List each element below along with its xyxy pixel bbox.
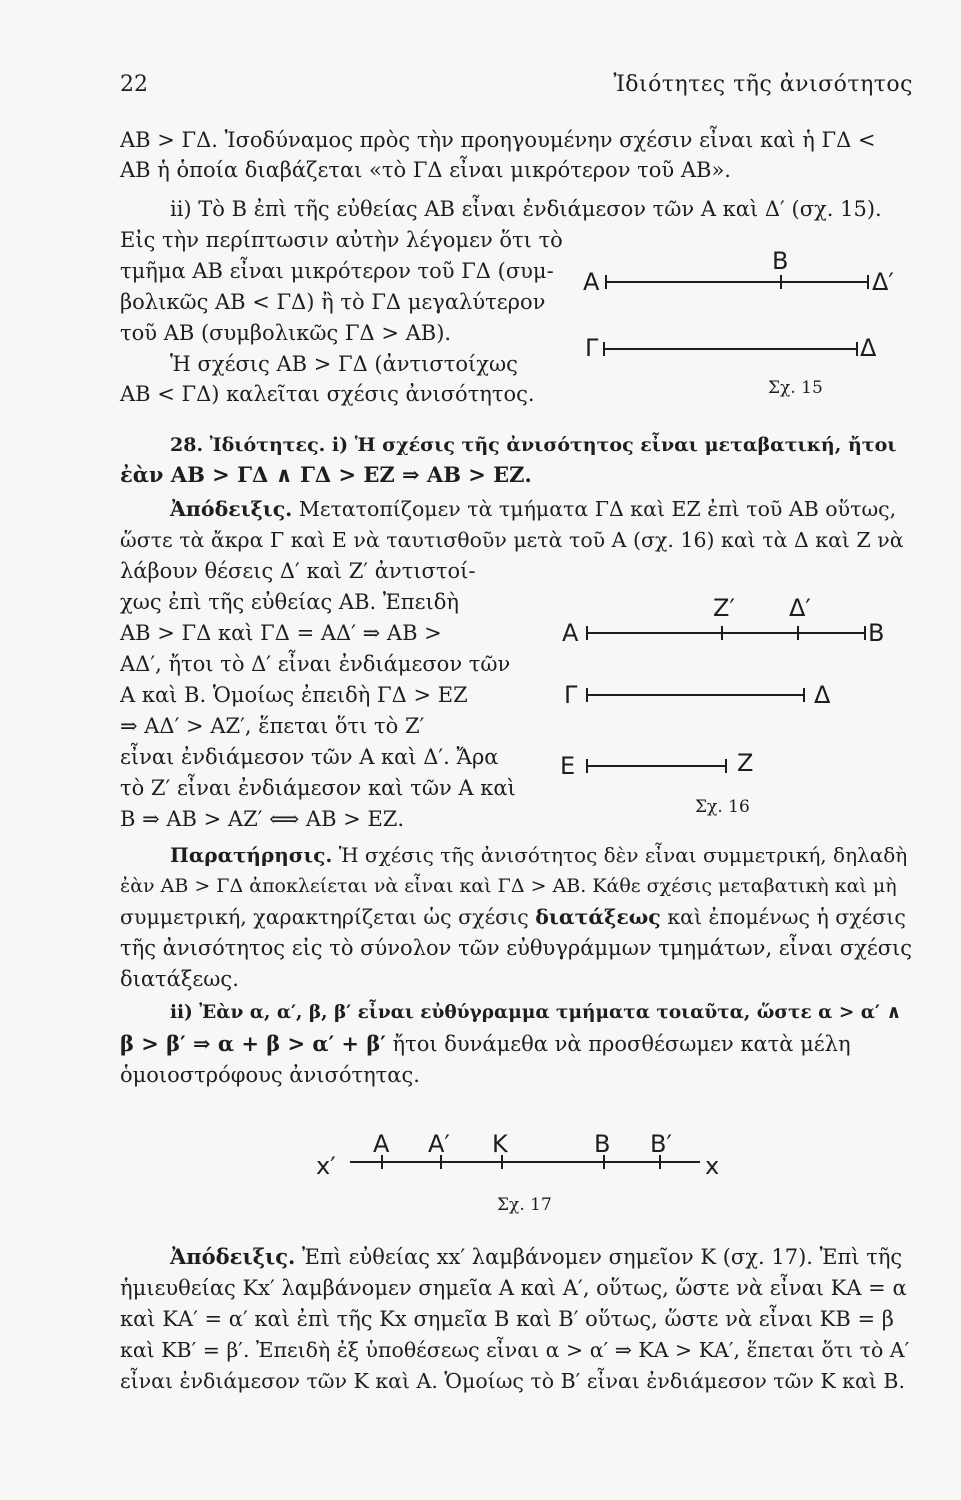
text-line: διατάξεως. <box>120 967 239 991</box>
proof-label: Ἀπόδειξις. <box>170 497 293 521</box>
label-b-prime: Β′ <box>650 1130 672 1158</box>
text-line: ὁμοιοστρόφους ἀνισότητας. <box>120 1063 420 1087</box>
page-number: 22 <box>120 72 148 97</box>
text-line: καὶ ΚΒ′ = β′. Ἐπειδὴ ἐξ ὑποθέσεως εἶναι α > α′ ⇒ ΚΑ > ΚΑ′, ἕπεται ὅτι τὸ Α′ <box>120 1338 910 1362</box>
text-line: εἶναι ἐνδιάμεσον τῶν Κ καὶ Α. Ὁμοίως τὸ Β′ εἶναι ἐνδιάμεσον τῶν Κ καὶ Β. <box>120 1369 905 1393</box>
text-line: χως ἐπὶ τῆς εὐθείας ΑΒ. Ἐπειδὴ <box>120 590 459 614</box>
label-g: Γ <box>585 334 599 362</box>
label-d-prime: Δ′ <box>789 594 811 622</box>
term-bold: διατάξεως <box>535 905 661 929</box>
text-line: τοῦ ΑΒ (συμβολικῶς ΓΔ > ΑΒ). <box>120 321 452 345</box>
label-a: Α <box>583 268 600 296</box>
text-line: ὥστε τὰ ἄκρα Γ καὶ Ε νὰ ταυτισθοῦν μετὰ τοῦ Α (σχ. 16) καὶ τὰ Δ καὶ Ζ νὰ <box>120 528 904 552</box>
text-line: ΑΒ < ΓΔ) καλεῖται σχέσις ἀνισότητος. <box>120 382 535 406</box>
label-g: Γ <box>564 681 578 709</box>
text-line: ἐὰν ΑΒ > ΓΔ ἀποκλείεται νὰ εἶναι καὶ ΓΔ > ΑΒ. Κάθε σχέσις μεταβατικὴ καὶ μὴ <box>120 875 897 897</box>
text-line: ii) Τὸ Β ἐπὶ τῆς εὐθείας ΑΒ εἶναι ἐνδιάμεσον τῶν Α καὶ Δ′ (σχ. 15). <box>170 197 882 221</box>
label-x: x <box>705 1152 720 1180</box>
label-z-prime: Ζ′ <box>713 594 735 622</box>
proof-label: Ἀπόδειξις. <box>170 1244 296 1269</box>
text-line: λάβουν θέσεις Δ′ καὶ Ζ′ ἀντιστοί- <box>120 559 476 583</box>
label-d-prime: Δ′ <box>872 268 894 296</box>
text-span: ἤτοι δυνάμεθα νὰ προσθέσωμεν κατὰ μέλη <box>392 1032 851 1056</box>
remark-label: Παρατήρησις. <box>170 843 333 867</box>
text-line: βολικῶς ΑΒ < ΓΔ) ἢ τὸ ΓΔ μεγαλύτερον <box>120 290 546 314</box>
text-line: τῆς ἀνισότητος εἰς τὸ σύνολον τῶν εὐθυγράμμων τμημάτων, εἶναι σχέσις <box>120 936 913 960</box>
label-b: Β <box>772 247 789 275</box>
text-line: ἐὰν ΑΒ > ΓΔ ∧ ΓΔ > ΕΖ ⇒ ΑΒ > ΕΖ. <box>120 462 532 487</box>
text-line: ΑΒ > ΓΔ καὶ ΓΔ = ΑΔ′ ⇒ ΑΒ > <box>120 621 442 645</box>
text-line: ii) Ἐὰν α, α′, β, β′ εἶναι εὐθύγραμμα τμήματα τοιαῦτα, ὥστε α > α′ ∧ <box>170 1002 902 1023</box>
text-line: ΑΒ ἡ ὁποία διαβάζεται «τὸ ΓΔ εἶναι μικρότερον τοῦ ΑΒ». <box>120 158 731 182</box>
text-line: Β ⇒ ΑΒ > ΑΖ′ ⟺ ΑΒ > ΕΖ. <box>120 807 405 831</box>
text-span: Ἐπὶ εὐθείας xx′ λαμβάνομεν σημεῖον Κ (σχ. 17). Ἐπὶ τῆς <box>302 1245 903 1269</box>
text-span: συμμετρική, χαρακτηρίζεται ὡς σχέσις <box>120 905 529 929</box>
figure-caption: Σχ. 17 <box>497 1195 552 1215</box>
text-span: Μετατοπίζομεν τὰ τμήματα ΓΔ καὶ ΕΖ ἐπὶ τοῦ ΑΒ οὕτως, <box>298 497 897 521</box>
label-x-prime: x′ <box>316 1152 336 1180</box>
label-b: Β <box>594 1130 611 1158</box>
running-title: Ἰδιότητες τῆς ἀνισότητος <box>613 72 913 97</box>
label-a: Α <box>562 619 579 647</box>
text-line <box>170 496 896 522</box>
label-k: Κ <box>492 1130 508 1158</box>
text-line: ΑΒ > ΓΔ. Ἰσοδύναμος πρὸς τὴν προηγουμένην σχέσιν εἶναι καὶ ἡ ΓΔ < <box>120 128 876 152</box>
text-line: ⇒ ΑΔ′ > ΑΖ′, ἕπεται ὅτι τὸ Ζ′ <box>120 714 425 738</box>
text-line <box>120 904 906 930</box>
text-line <box>120 1031 851 1057</box>
label-a: Α <box>373 1130 390 1158</box>
text-span: Ἡ σχέσις τῆς ἀνισότητος δὲν εἶναι συμμετρική, δηλαδὴ <box>338 843 908 867</box>
text-line <box>170 1244 902 1270</box>
text-line: Α καὶ Β. Ὁμοίως ἐπειδὴ ΓΔ > ΕΖ <box>120 683 468 707</box>
figure-16 <box>560 600 900 810</box>
figure-caption: Σχ. 16 <box>695 797 750 817</box>
section-heading: 28. Ἰδιότητες. i) Ἡ σχέσις τῆς ἀνισότητος εἶναι μεταβατική, ἤτοι <box>170 434 897 456</box>
text-line: τὸ Ζ′ εἶναι ἐνδιάμεσον καὶ τῶν Α καὶ <box>120 776 516 800</box>
label-a-prime: Α′ <box>428 1130 450 1158</box>
label-e: Ε <box>560 752 576 780</box>
label-d: Δ <box>814 681 831 709</box>
text-line: καὶ ΚΑ′ = α′ καὶ ἐπὶ τῆς Κx σημεῖα Β καὶ Β′ οὕτως, ὥστε νὰ εἶναι ΚΒ = β <box>120 1307 894 1331</box>
text-line: ΑΔ′, ἤτοι τὸ Δ′ εἶναι ἐνδιάμεσον τῶν <box>120 652 511 676</box>
formula: β > β′ ⇒ α + β > α′ + β′ <box>120 1031 386 1056</box>
figure-17 <box>340 1140 740 1200</box>
text-line: τμῆμα ΑΒ εἶναι μικρότερον τοῦ ΓΔ (συμ- <box>120 259 554 283</box>
text-line: ἡμιευθείας Κx′ λαμβάνομεν σημεῖα Α καὶ Α′, οὕτως, ὥστε νὰ εἶναι ΚΑ = α <box>120 1276 907 1300</box>
figure-15 <box>560 240 900 390</box>
text-line: εἶναι ἐνδιάμεσον τῶν Α καὶ Δ′. Ἄρα <box>120 745 499 769</box>
label-b: Β <box>868 619 885 647</box>
text-line: Εἰς τὴν περίπτωσιν αὐτὴν λέγομεν ὅτι τὸ <box>120 228 563 252</box>
text-span: καὶ ἐπομένως ἡ σχέσις <box>667 905 906 929</box>
label-d: Δ <box>860 334 877 362</box>
text-line <box>170 842 907 868</box>
text-line: Ἡ σχέσις ΑΒ > ΓΔ (ἀντιστοίχως <box>170 352 518 376</box>
label-z: Ζ <box>737 749 754 777</box>
figure-caption: Σχ. 15 <box>768 378 823 398</box>
